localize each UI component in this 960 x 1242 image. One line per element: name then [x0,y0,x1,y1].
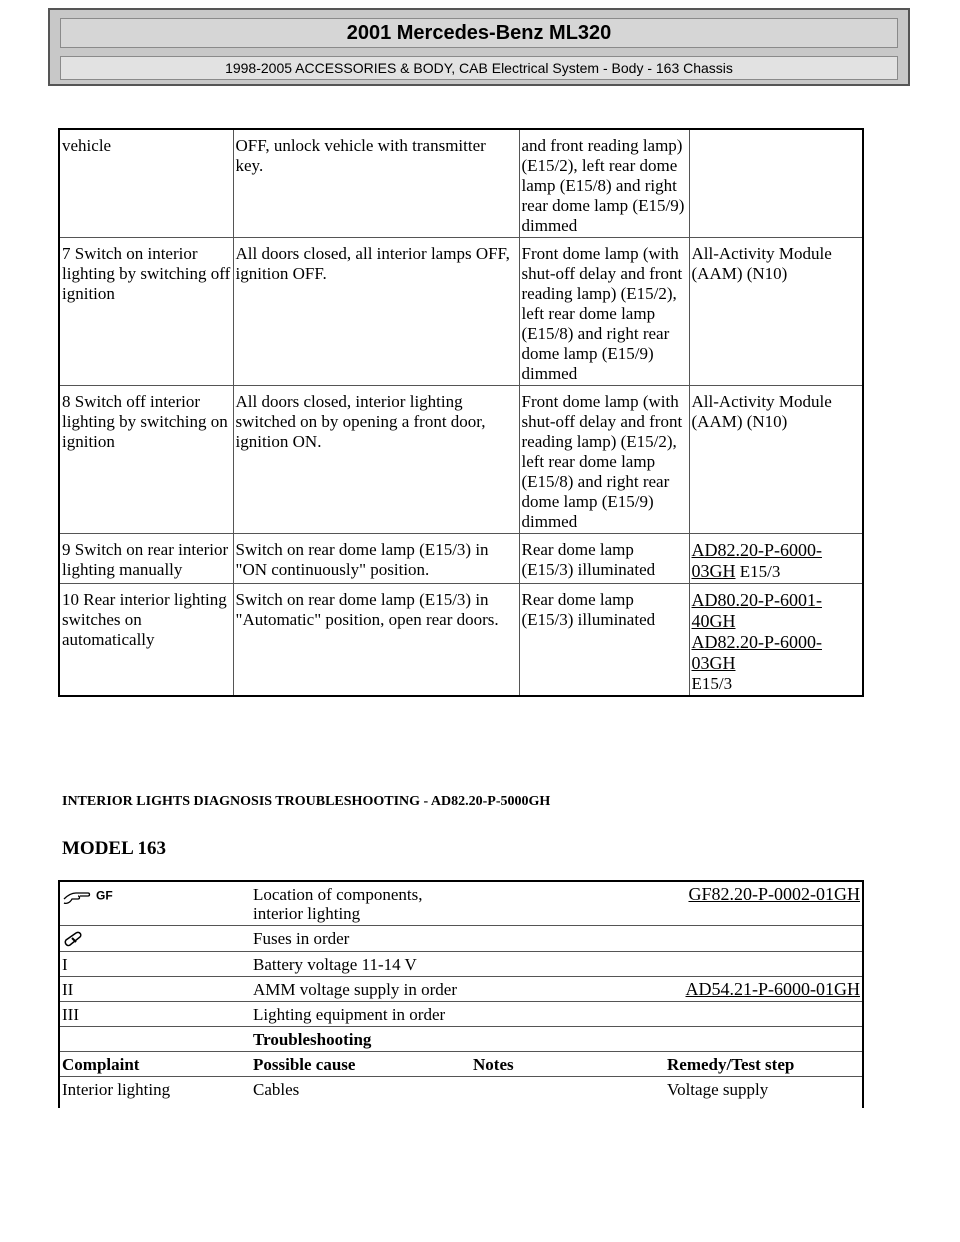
table-cell [689,534,863,584]
table-cell: vehicle [59,129,233,238]
table-row [59,1077,863,1109]
component-code: E15/3 [691,674,733,693]
table-cell: All doors closed, all interior lamps OFF, ignition OFF. [233,238,519,386]
table-cell [471,977,665,1002]
table-cell: All doors closed, interior lighting switched on by opening a front door, ignition ON. [233,386,519,534]
section-title: INTERIOR LIGHTS DIAGNOSIS TROUBLESHOOTING - AD82.20-P-5000GH [62,794,551,809]
table-row [59,1027,863,1052]
reference-link[interactable]: AD82.20-P-6000-03GH [691,540,822,581]
function-test-table [58,128,864,697]
table-cell: Rear dome lamp (E15/3) illuminated [519,534,689,584]
table-cell [471,952,665,977]
gf-label: GF [96,888,113,903]
troubleshooting-table [58,880,864,1108]
table-cell [665,1002,863,1027]
pointing-hand-icon [62,885,96,907]
table-cell: AMM voltage supply in order [251,977,471,1002]
table-cell [471,1077,665,1109]
column-header: Notes [471,1052,665,1077]
table-cell [665,977,863,1002]
reference-link[interactable]: GF82.20-P-0002-01GH [688,884,860,904]
fuse-icon [62,931,84,949]
table-cell [59,926,251,952]
table-cell: and front reading lamp) (E15/2), left rear dome lamp (E15/8) and right rear dome lamp (E15/9) dimmed [519,129,689,238]
table-cell [665,926,863,952]
table-cell: I [59,952,251,977]
table-header-row [59,1052,863,1077]
table-row [59,129,863,238]
table-cell: Voltage supply [665,1077,863,1109]
table-cell: 7 Switch on interior lighting by switching off ignition [59,238,233,386]
troubleshooting-heading: Troubleshooting [251,1027,471,1052]
table-row [59,238,863,386]
table-cell: Switch on rear dome lamp (E15/3) in "Automatic" position, open rear doors. [233,584,519,697]
table-cell [665,881,863,926]
reference-link[interactable]: AD54.21-P-6000-01GH [685,979,860,1000]
table-cell: III [59,1002,251,1027]
table-row [59,584,863,697]
table-cell: Lighting equipment in order [251,1002,471,1027]
table-cell: Front dome lamp (with shut-off delay and front reading lamp) (E15/2), left rear dome lamp (E15/8) and right rear dome lamp (E15/9) dimmed [519,386,689,534]
table-cell: Front dome lamp (with shut-off delay and front reading lamp) (E15/2), left rear dome lamp (E15/8) and right rear dome lamp (E15/9) dimmed [519,238,689,386]
table-cell: Fuses in order [251,926,471,952]
table-cell: 9 Switch on rear interior lighting manually [59,534,233,584]
table-cell [59,1027,251,1052]
column-header: Remedy/Test step [665,1052,863,1077]
column-header: Complaint [59,1052,251,1077]
table-cell [471,926,665,952]
table-cell [665,952,863,977]
table-cell [471,1027,665,1052]
table-cell: All-Activity Module (AAM) (N10) [689,386,863,534]
table-cell [689,584,863,697]
table-cell: Cables [251,1077,471,1109]
reference-link[interactable]: AD82.20-P-6000-03GH [691,632,822,673]
table-row [59,952,863,977]
table-cell [471,881,665,926]
table-row [59,926,863,952]
table-cell: All-Activity Module (AAM) (N10) [689,238,863,386]
column-header: Possible cause [251,1052,471,1077]
document-title: 2001 Mercedes-Benz ML320 [60,18,898,48]
table-row [59,881,863,926]
table-cell: Interior lighting [59,1077,251,1109]
table-cell: Battery voltage 11-14 V [251,952,471,977]
table-cell: 8 Switch off interior lighting by switching on ignition [59,386,233,534]
table-cell [665,1027,863,1052]
header-banner [48,8,910,86]
table-cell: Rear dome lamp (E15/3) illuminated [519,584,689,697]
model-title: MODEL 163 [62,838,166,859]
reference-link[interactable]: AD80.20-P-6001-40GH [691,590,822,631]
table-row [59,386,863,534]
table-cell: Switch on rear dome lamp (E15/3) in "ON continuously" position. [233,534,519,584]
table-row [59,977,863,1002]
table-cell [59,881,251,926]
table-row [59,534,863,584]
table-row [59,1002,863,1027]
table-cell: II [59,977,251,1002]
table-cell [689,129,863,238]
table-cell [471,1002,665,1027]
component-code: E15/3 [739,562,781,581]
table-cell: 10 Rear interior lighting switches on automatically [62,590,227,649]
document-subtitle: 1998-2005 ACCESSORIES & BODY, CAB Electrical System - Body - 163 Chassis [60,56,898,80]
table-cell: Location of components, interior lighting [251,881,471,926]
table-cell: OFF, unlock vehicle with transmitter key. [233,129,519,238]
